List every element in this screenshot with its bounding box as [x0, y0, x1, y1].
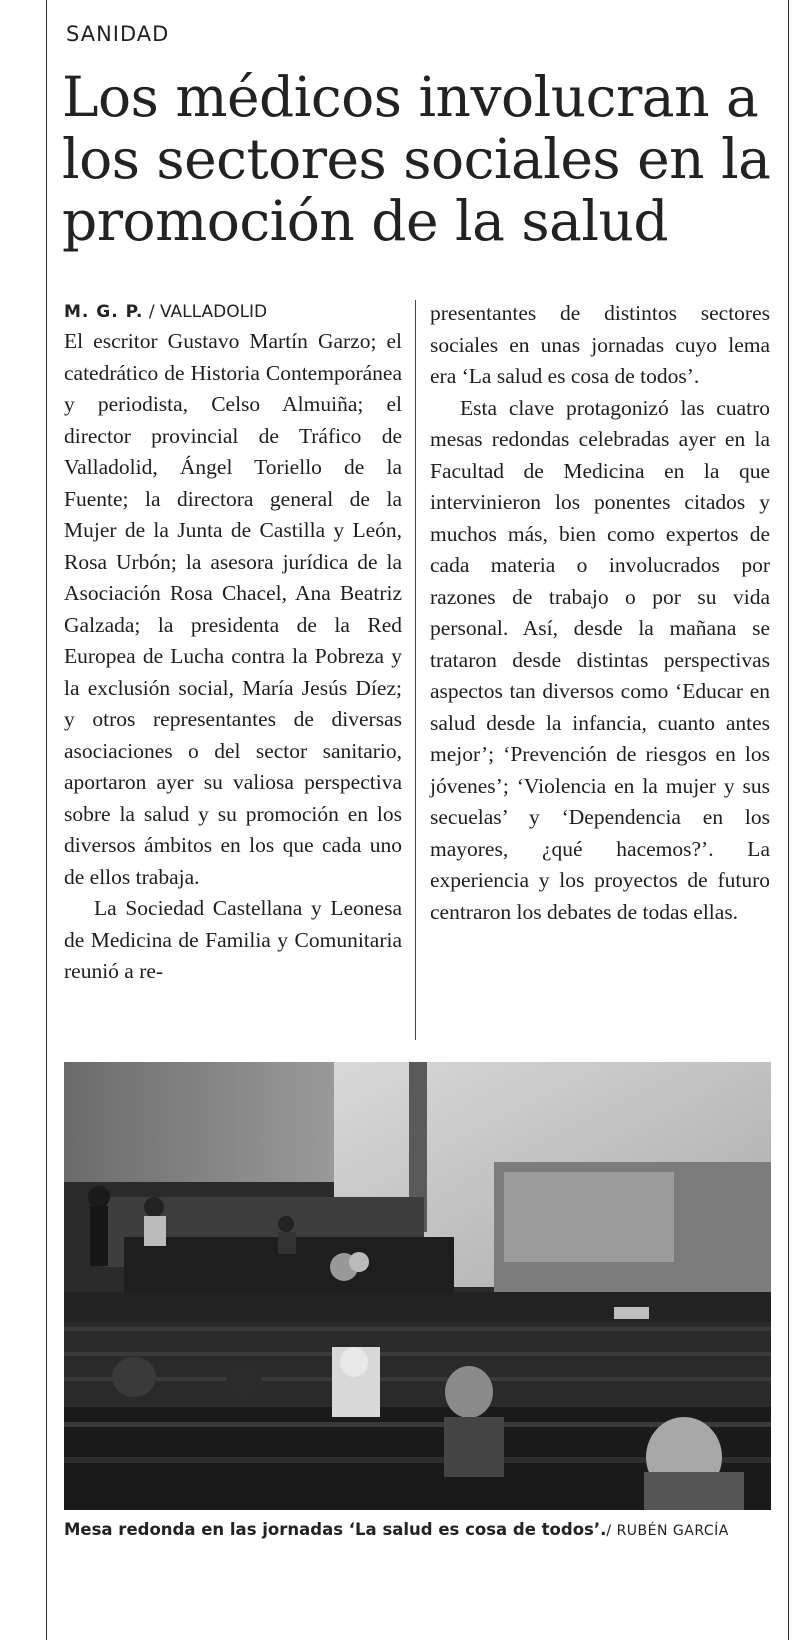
- paragraph-1: El escritor Gustavo Martín Garzo; el catedrático de Historia Contemporánea y periodista, Celso Almuiña; el director provincial de Tráfico de Valladolid, Ángel Toriello de la Fuente; la directora general de la Mujer de la Junta de Castilla y León, Rosa Urbón; la asesora jurídica de la Asociación Rosa Chacel, Ana Beatriz Galzada; la presidenta de la Red Europea de Lucha contra la Pobreza y la exclusión social, María Jesús Díez; y otros representantes de diversas asociaciones o del sector sanitario, aportaron ayer su valiosa perspectiva sobre la salud y su promoción en los diversos ámbitos en los que cada uno de ellos trabaja.: [64, 329, 402, 889]
- article-column-left: [64, 298, 402, 988]
- byline-location: VALLADOLID: [159, 302, 268, 322]
- paragraph-2-end: presentantes de distintos sectores sociales en unas jornadas cuyo lema era ‘La salud es cosa de todos’.: [430, 301, 770, 388]
- byline-author: M. G. P.: [64, 302, 144, 322]
- paragraph-3: Esta clave protagonizó las cuatro mesas redondas celebradas ayer en la Facultad de Medicina en la que intervinieron los ponentes citados y muchos más, bien como expertos de cada materia o involucrados por razones de trabajo o por su vida personal. Así, desde la mañana se trataron desde distintas perspectivas aspectos tan diversos como ‘Educar en salud desde la infancia, cuanto antes mejor’; ‘Prevención de riesgos en los jóvenes’; ‘Violencia en la mujer y sus secuelas’ y ‘Dependencia en los mayores, ¿qué hacemos?’. La experiencia y los proyectos de futuro centraron los debates de todas ellas.: [430, 395, 770, 924]
- byline-separator: /: [143, 302, 160, 322]
- conference-room-photo: [64, 1062, 771, 1510]
- caption-text: Mesa redonda en las jornadas ‘La salud es cosa de todos’.: [64, 1520, 607, 1539]
- column-divider: [415, 300, 416, 1040]
- headline: Los médicos involucran a los sectores sociales en la promoción de la salud: [62, 65, 771, 253]
- photo-caption: [64, 1520, 784, 1539]
- article-photo: [64, 1062, 771, 1510]
- paragraph-2-start: La Sociedad Castellana y Leonesa de Medicina de Familia y Comunitaria reunió a re-: [64, 896, 402, 983]
- byline: [64, 298, 402, 326]
- section-label: SANIDAD: [66, 22, 170, 46]
- page-border-left: [46, 0, 47, 1640]
- page-border-right: [788, 0, 789, 1640]
- article-column-right: [430, 298, 770, 928]
- caption-credit: / RUBÉN GARCÍA: [606, 1523, 729, 1539]
